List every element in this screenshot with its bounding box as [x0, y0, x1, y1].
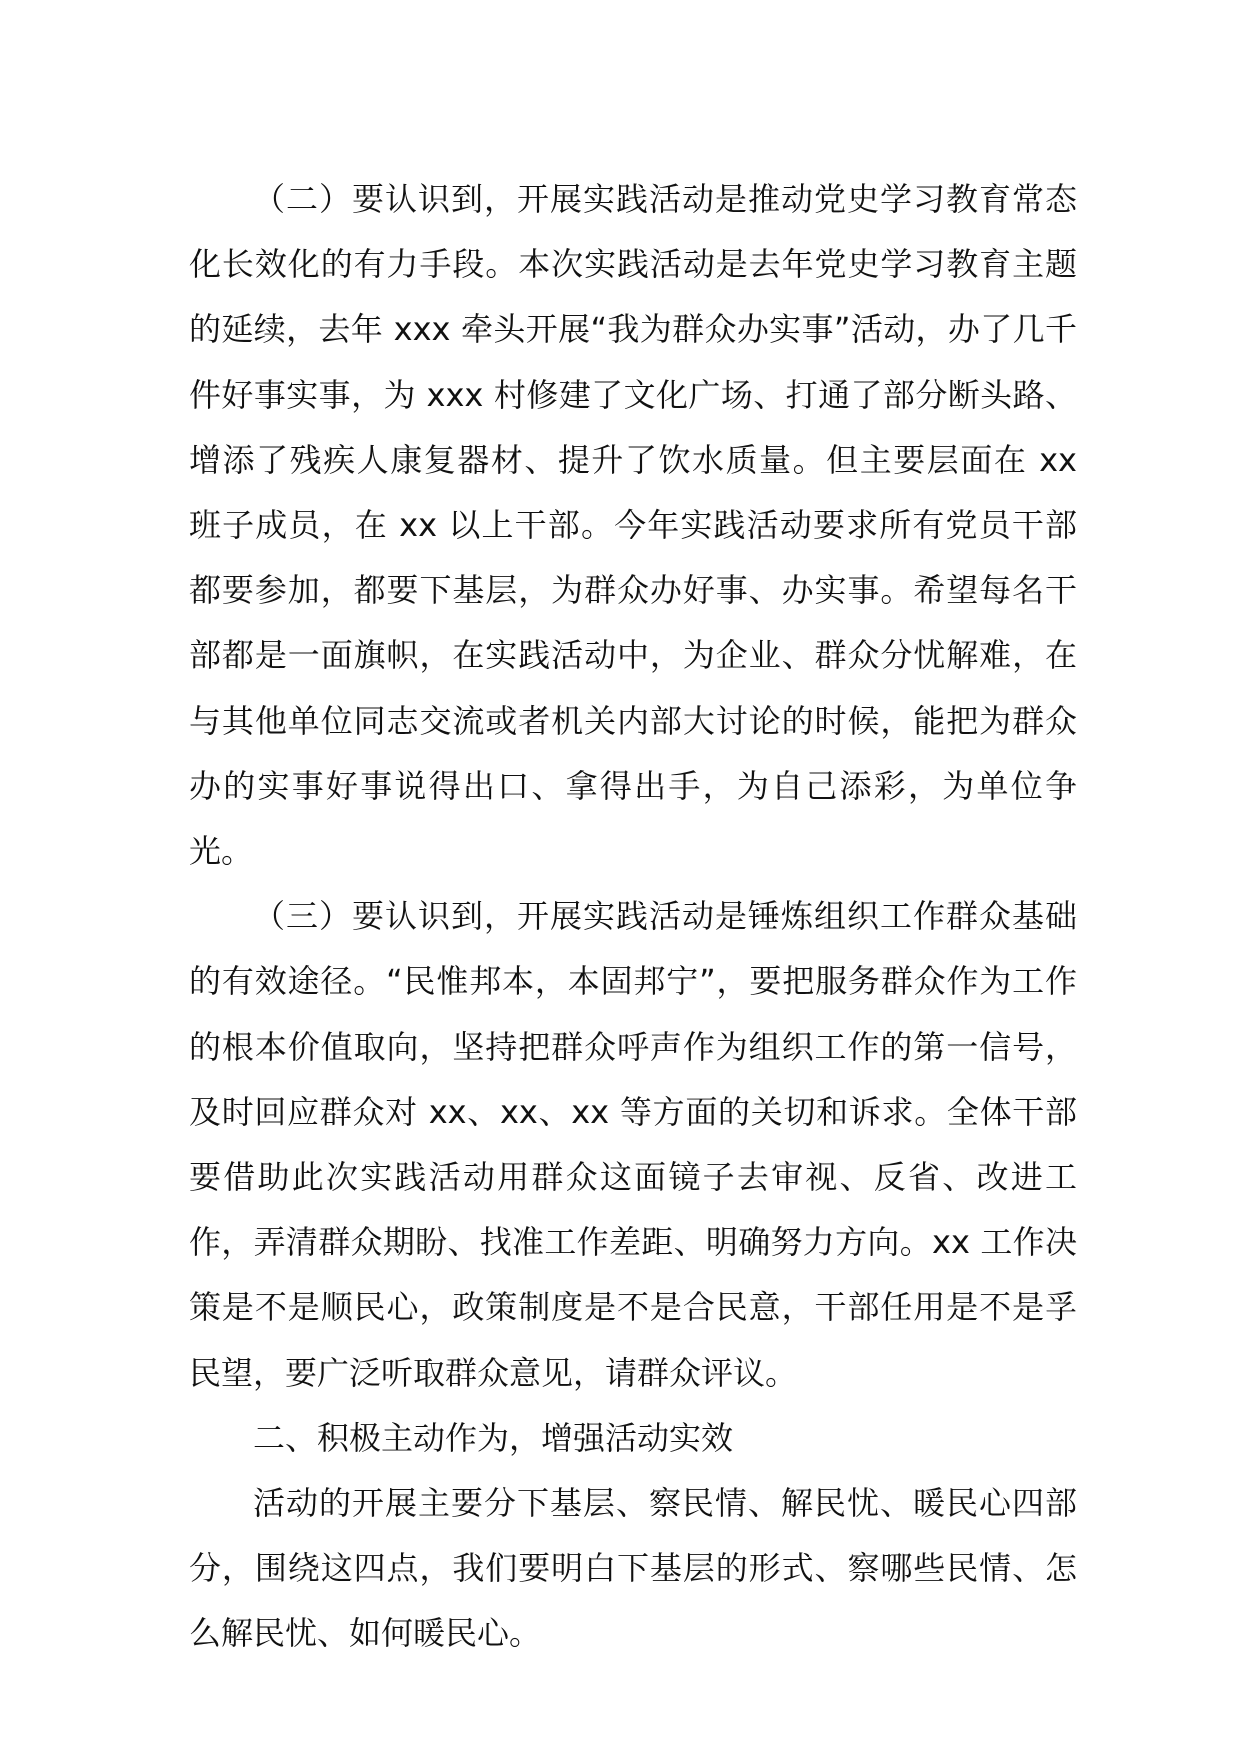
- section-heading-two: 二、积极主动作为，增强活动实效: [253, 1418, 734, 1457]
- paragraph-section-three: （三）要认识到，开展实践活动是锤炼组织工作群众基础的有效途径。“民惟邦本，本固邦宁”，要把服务群众作为工作的根本价值取向，坚持把群众呼声作为组织工作的第一信号，及时回应群众对 xx、xx、xx 等方面的关切和诉求。全体干部要借助此次实践活动用群众这面镜子去审视、反省、改进工作，弄清群众期盼、找准工作差距、明确努力方向。xx 工作决策是不是顺民心，政策制度是不是合民意，干部任用是不是孚民望，要广泛听取群众意见，请群众评议。: [189, 897, 1077, 1392]
- document-body: [189, 167, 1077, 1667]
- paragraph-section-two: （二）要认识到，开展实践活动是推动党史学习教育常态化长效化的有力手段。本次实践活动是去年党史学习教育主题的延续，去年 xxx 牵头开展“我为群众办实事”活动，办了几千件好事实事，为 xxx 村修建了文化广场、打通了部分断头路、增添了残疾人康复器材、提升了饮水质量。但主要层面在 xx 班子成员，在 xx 以上干部。今年实践活动要求所有党员干部都要参加，都要下基层，为群众办好事、办实事。希望每名干部都是一面旗帜，在实践活动中，为企业、群众分忧解难，在与其他单位同志交流或者机关内部大讨论的时候，能把为群众办的实事好事说得出口、拿得出手，为自己添彩，为单位争光。: [189, 180, 1077, 871]
- paragraph-activity-overview: 活动的开展主要分下基层、察民情、解民忧、暖民心四部分，围绕这四点，我们要明白下基层的形式、察哪些民情、怎么解民忧、如何暖民心。: [189, 1484, 1077, 1653]
